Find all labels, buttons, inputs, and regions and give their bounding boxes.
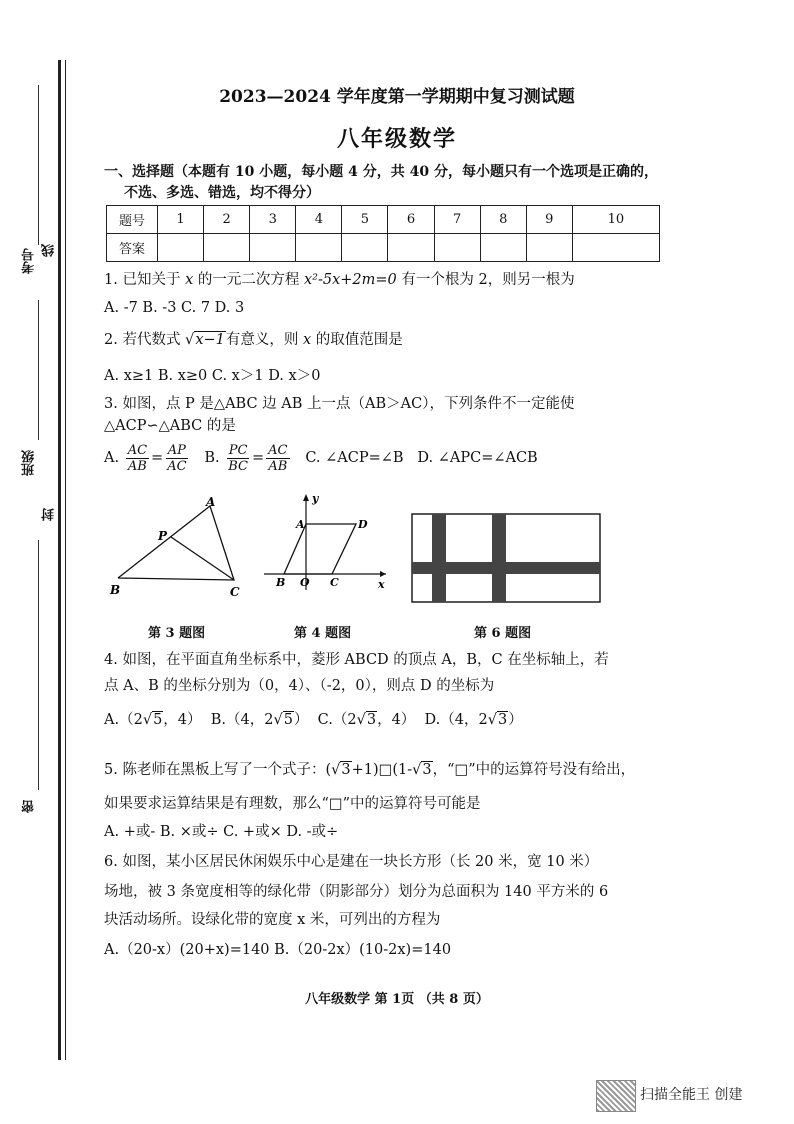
figure-6-field xyxy=(408,510,604,606)
side-class: 班级 xyxy=(22,450,37,476)
page-subtitle: 八年级数学 xyxy=(336,126,457,152)
page-footer: 八年级数学 第 1页 （共 8 页） xyxy=(305,992,489,1007)
q2-options: A. x≥1 B. x≥0 C. x＞1 D. x＞0 xyxy=(104,368,321,384)
q6-stem-2: 场地，被 3 条宽度相等的绿化带（阴影部分）划分为总面积为 140 平方米的 6 xyxy=(104,884,609,900)
table-cell: 2 xyxy=(204,206,250,234)
table-cell: 6 xyxy=(388,206,434,234)
q4-stem-2: 点 A、B 的坐标分别为（0，4）、（-2，0），则点 D 的坐标为 xyxy=(104,678,495,694)
name-blank xyxy=(38,540,39,790)
page-title: 2023—2024 学年度第一学期期中复习测试题 xyxy=(219,87,575,107)
label-B: B xyxy=(276,576,286,589)
side-seal: 封 xyxy=(42,508,57,521)
section-heading: 一、选择题（本题有 10 小题，每小题 4 分，共 40 分，每小题只有一个选项是正确的， xyxy=(104,164,658,180)
answer-cell[interactable] xyxy=(342,234,388,262)
scanner-watermark: 扫描全能王 创建 xyxy=(640,1087,743,1103)
answer-cell[interactable] xyxy=(204,234,250,262)
figure-3-triangle xyxy=(104,494,254,604)
table-cell: 5 xyxy=(342,206,388,234)
q6-stem-3: 块活动场所。设绿化带的宽度 x 米，可列出的方程为 xyxy=(104,912,441,928)
table-cell: 9 xyxy=(526,206,572,234)
side-line: 线 xyxy=(42,244,57,257)
figure-6-caption: 第 6 题图 xyxy=(474,626,532,641)
label-O: O xyxy=(300,576,310,589)
answer-cell[interactable] xyxy=(250,234,296,262)
answer-cell[interactable] xyxy=(296,234,342,262)
answer-cell[interactable] xyxy=(572,234,659,262)
q3-stem-1: 3. 如图，点 P 是△ABC 边 AB 上一点（AB＞AC），下列条件不一定能使 xyxy=(104,396,575,412)
q5-stem-1: 5. 陈老师在黑板上写了一个式子：(√3+1)□(1-√3，“□”中的运算符号没有给出， xyxy=(104,762,636,778)
q1-options: A. -7 B. -3 C. 7 D. 3 xyxy=(104,300,245,316)
q5-stem-2: 如果要求运算结果是有理数，那么“□”中的运算符号可能是 xyxy=(104,796,481,812)
answer-cell[interactable] xyxy=(526,234,572,262)
q6-stem-1: 6. 如图，某小区居民休闲娱乐中心是建在一块长方形（长 20 米，宽 10 米） xyxy=(104,854,599,870)
qr-code-icon xyxy=(596,1080,636,1112)
q5-options: A. +或- B. ×或÷ C. +或× D. -或÷ xyxy=(104,824,339,840)
section-heading-2: 不选、多选、错选，均不得分） xyxy=(124,185,320,201)
table-cell: 3 xyxy=(250,206,296,234)
q1-stem: 1. 已知关于 x 的一元二次方程 x²-5x+2m=0 有一个根为 2，则另一根为 xyxy=(104,272,575,288)
figure-4-rhombus xyxy=(262,492,392,592)
q3-stem-2: △ACP∽△ABC 的是 xyxy=(104,418,236,434)
table-cell: 10 xyxy=(572,206,659,234)
answer-cell[interactable] xyxy=(480,234,526,262)
table-cell: 7 xyxy=(434,206,480,234)
label-C: C xyxy=(330,576,339,589)
label-y: y xyxy=(312,492,319,505)
label-P: P xyxy=(158,529,168,543)
table-cell: 1 xyxy=(158,206,204,234)
class-blank xyxy=(38,300,39,440)
q6-options: A.（20-x）(20+x)=140 B.（20-2x）(10-2x)=140 xyxy=(104,942,452,958)
answer-table xyxy=(106,205,660,262)
exam-no-blank xyxy=(38,85,39,245)
label-x: x xyxy=(378,578,385,591)
q3-options: A. $\frac{AC}{AB}$ = $\frac{AP}{AC}$ B. $\frac{PC}{BC}$ = $\frac{AC}{AB}$ C. ∠ACP=∠B D. ∠APC=∠ACB xyxy=(104,442,538,474)
answer-cell[interactable] xyxy=(158,234,204,262)
figure-4-caption: 第 4 题图 xyxy=(294,626,352,641)
answer-cell[interactable] xyxy=(434,234,480,262)
binding-line-inner xyxy=(65,60,66,1060)
label-B: B xyxy=(110,583,121,597)
label-A: A xyxy=(296,518,305,531)
q4-stem-1: 4. 如图，在平面直角坐标系中，菱形 ABCD 的顶点 A，B，C 在坐标轴上，若 xyxy=(104,652,609,668)
table-cell: 4 xyxy=(296,206,342,234)
figure-3-caption: 第 3 题图 xyxy=(148,626,206,641)
table-row-label: 题号 xyxy=(107,206,158,234)
q2-stem: 2. 若代数式 √x−1有意义，则 x 的取值范围是 xyxy=(104,332,403,348)
answer-cell[interactable] xyxy=(388,234,434,262)
side-secret: 密 xyxy=(22,800,37,813)
label-A: A xyxy=(206,495,216,509)
q4-options: A.（2√5，4） B.（4，2√5） C.（2√3，4） D.（4，2√3） xyxy=(104,712,523,728)
label-D: D xyxy=(358,518,368,531)
side-exam-no: 考号 xyxy=(22,248,37,274)
table-row-label: 答案 xyxy=(107,234,158,262)
label-C: C xyxy=(230,585,240,599)
table-cell: 8 xyxy=(480,206,526,234)
binding-line xyxy=(58,60,61,1060)
